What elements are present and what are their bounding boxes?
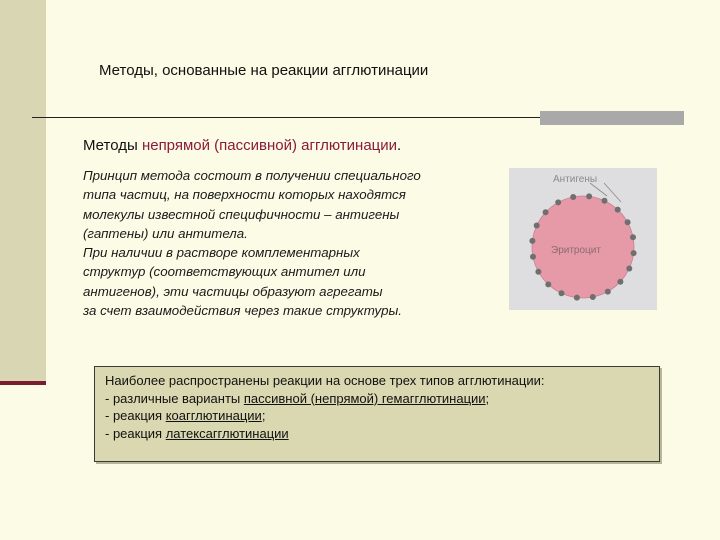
- principle-line: Принцип метода состоит в получении специального: [83, 168, 421, 183]
- title-divider-block: [540, 111, 684, 125]
- section-heading-accent: непрямой (пассивной) агглютинации: [141, 137, 398, 154]
- antigen-dot: [530, 254, 536, 260]
- section-heading-suffix: .: [397, 137, 402, 154]
- antigen-dot: [631, 250, 637, 256]
- info-item-prefix: - реакция: [105, 408, 166, 423]
- erythrocyte-label: Эритроцит: [551, 245, 601, 256]
- antigen-dot: [535, 269, 541, 275]
- principle-line: структур (соответствующих антител или: [83, 264, 366, 280]
- info-item-suffix: ;: [485, 390, 490, 406]
- antigen-dot: [626, 266, 632, 272]
- antigen-dot: [586, 193, 592, 199]
- antigen-dot: [574, 295, 580, 301]
- antigen-dot: [617, 279, 623, 285]
- info-heading: Наиболее распространены реакции на основе трех типов агглютинации:: [105, 373, 545, 388]
- info-item-hemagglutination: [105, 390, 649, 408]
- principle-line: типа частиц, на поверхности которых находятся: [83, 187, 406, 203]
- antigen-dot: [543, 209, 549, 215]
- principle-line: антигенов), эти частицы образуют агрегаты: [83, 283, 383, 299]
- link-coagglutination[interactable]: коагглютинации: [165, 408, 262, 423]
- info-box: [94, 366, 660, 462]
- info-item-latex: [105, 425, 649, 443]
- antigen-dot: [625, 219, 631, 225]
- link-passive-hemagglutination[interactable]: пассивной (непрямой) гемагглютинации: [243, 390, 486, 406]
- principle-line: При наличии в растворе комплементарных: [83, 245, 360, 261]
- antigen-dot: [615, 207, 621, 213]
- antigen-dot: [559, 290, 565, 296]
- antigen-dot: [630, 234, 636, 240]
- left-accent-bar-edge: [0, 381, 46, 385]
- antigen-dot: [555, 199, 561, 205]
- left-accent-bar: [0, 0, 46, 385]
- antigen-label: Антигены: [553, 174, 598, 185]
- info-item-prefix: - различные варианты: [105, 390, 244, 406]
- principle-line: за счет взаимодействия через такие структуры.: [83, 303, 402, 319]
- principle-line: молекулы известной специфичности – антигены: [83, 206, 400, 222]
- principle-text: [83, 166, 498, 320]
- antigen-dot: [590, 294, 596, 300]
- info-item-coagglutination: [105, 407, 649, 425]
- antigen-dot: [605, 289, 611, 295]
- erythrocyte-illustration: [509, 168, 657, 310]
- section-heading: [83, 137, 401, 154]
- link-latex-agglutination[interactable]: латексагглютинации: [165, 425, 289, 441]
- info-item-suffix: ;: [261, 408, 266, 423]
- principle-line: (гаптены) или антитела.: [83, 225, 248, 241]
- slide-title: Методы, основанные на реакции агглютинации: [99, 62, 429, 79]
- antigen-dot: [534, 223, 540, 229]
- antigen-dot: [570, 194, 576, 200]
- info-item-prefix: - реакция: [105, 425, 166, 441]
- antigen-dot: [545, 281, 551, 287]
- section-heading-prefix: Методы: [83, 137, 142, 154]
- antigen-dot: [529, 238, 535, 244]
- antigen-dot: [602, 198, 608, 204]
- erythrocyte-diagram: [509, 168, 657, 310]
